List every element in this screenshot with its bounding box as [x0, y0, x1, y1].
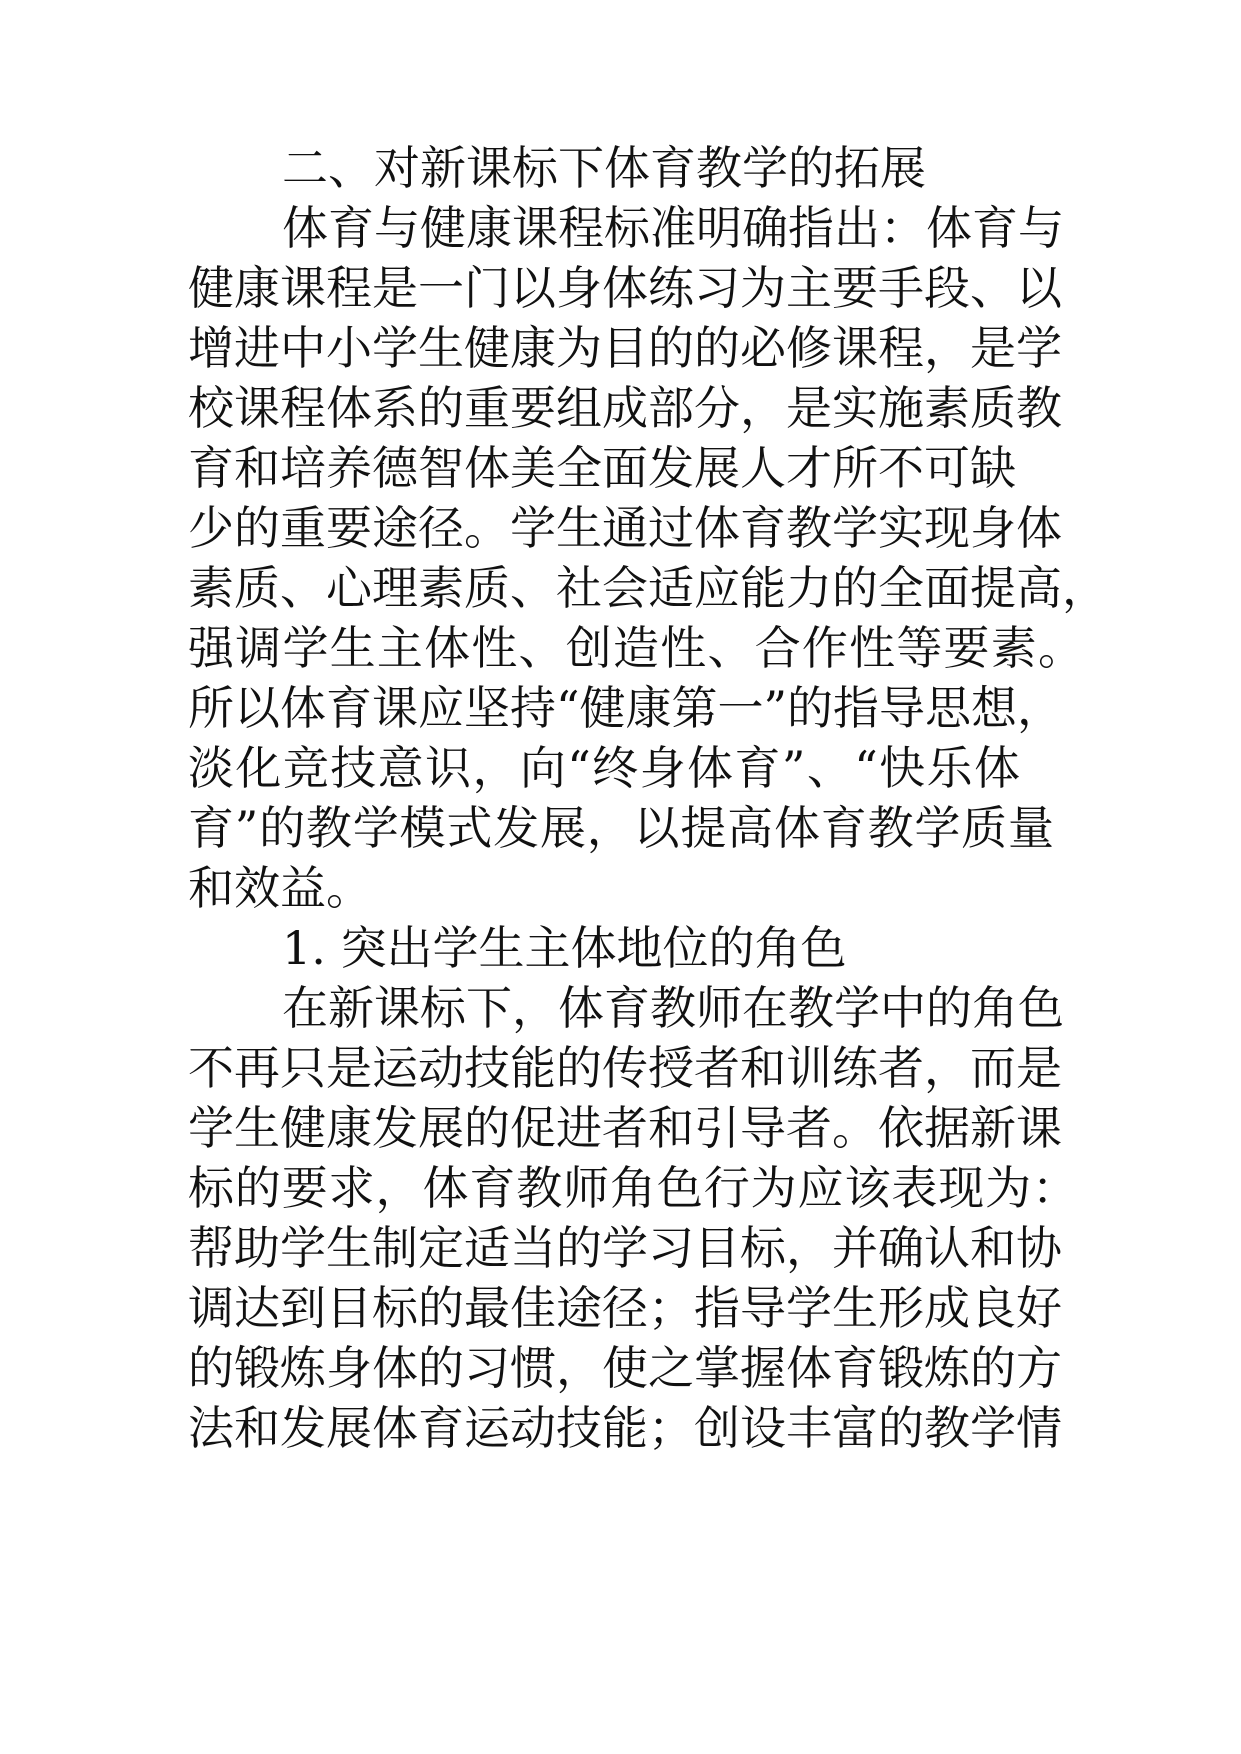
section-heading: 二、对新课标下体育教学的拓展: [282, 141, 926, 195]
paragraph-line: 学生健康发展的促进者和引导者。依据新课: [188, 1101, 1062, 1155]
paragraph-line: 校课程体系的重要组成部分，是实施素质教: [188, 381, 1062, 435]
paragraph-line: 强调学生主体性、创造性、合作性等要素。: [188, 621, 1084, 675]
paragraph-line: 淡化竞技意识，向“终身体育”、“快乐体: [188, 741, 1020, 795]
paragraph-line: 标的要求，体育教师角色行为应该表现为：: [188, 1161, 1078, 1215]
paragraph-line: 素质、心理素质、社会适应能力的全面提高，: [188, 561, 1108, 615]
paragraph-line: 在新课标下，体育教师在教学中的角色: [282, 981, 1064, 1035]
paragraph-line: 体育与健康课程标准明确指出：体育与: [282, 201, 1064, 255]
paragraph-line: 育和培养德智体美全面发展人才所不可缺: [188, 441, 1016, 495]
paragraph-line: 法和发展体育运动技能；创设丰富的教学情: [188, 1401, 1062, 1455]
paragraph-line: 增进中小学生健康为目的的必修课程，是学: [188, 321, 1062, 375]
paragraph-line: 的锻炼身体的习惯，使之掌握体育锻炼的方: [188, 1341, 1062, 1395]
paragraph-line: 帮助学生制定适当的学习目标，并确认和协: [188, 1221, 1062, 1275]
paragraph-line: 所以体育课应坚持“健康第一”的指导思想，: [188, 681, 1064, 735]
paragraph-line: 少的重要途径。学生通过体育教学实现身体: [188, 501, 1062, 555]
paragraph-line: 不再只是运动技能的传授者和训练者，而是: [188, 1041, 1062, 1095]
paragraph-line: 和效益。: [188, 861, 372, 915]
subsection-heading: 1. 突出学生主体地位的角色: [282, 921, 847, 975]
paragraph-line: 育”的教学模式发展，以提高体育教学质量: [188, 801, 1054, 855]
paragraph-line: 调达到目标的最佳途径；指导学生形成良好: [188, 1281, 1062, 1335]
paragraph-line: 健康课程是一门以身体练习为主要手段、以: [188, 261, 1062, 315]
